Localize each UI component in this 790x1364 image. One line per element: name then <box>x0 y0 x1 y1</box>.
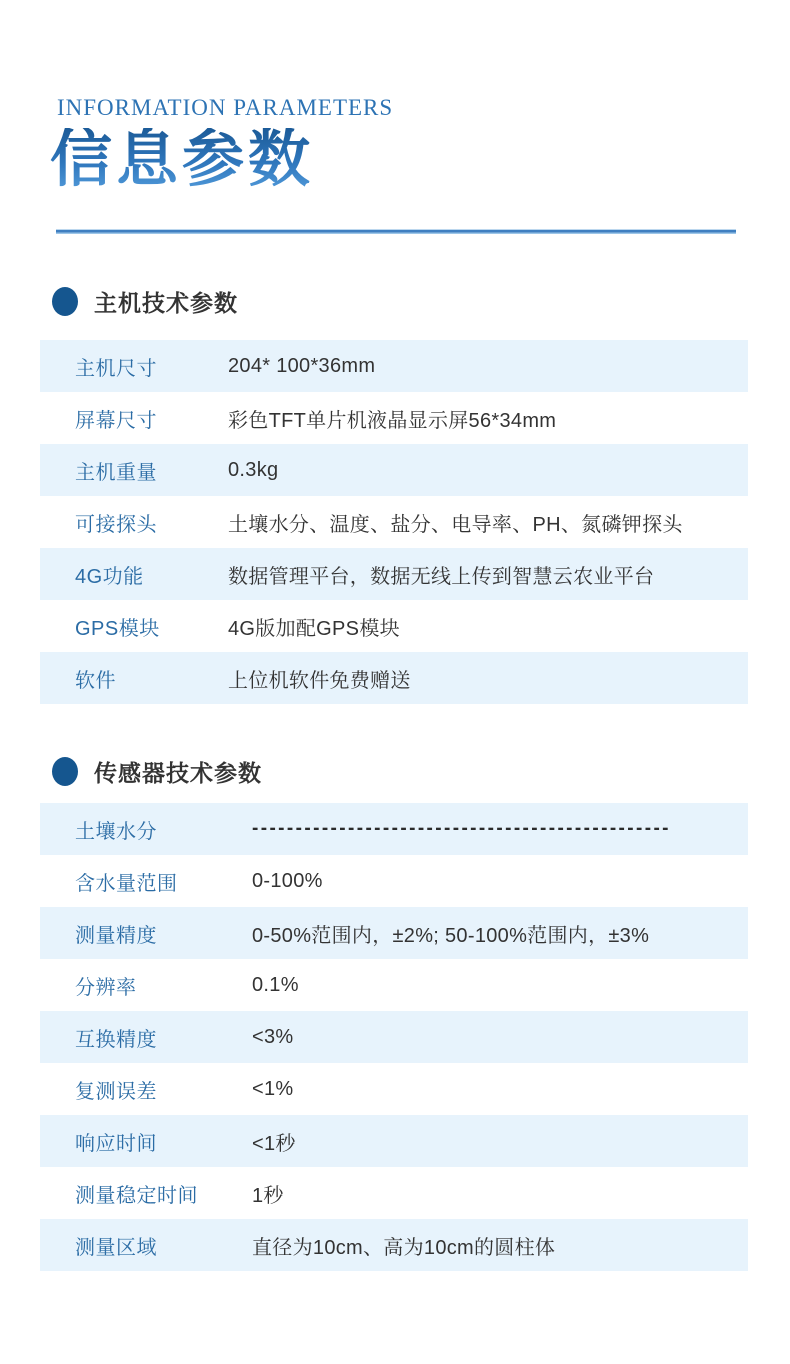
row-label: 互换精度 <box>75 1028 157 1051</box>
table-row <box>40 340 748 392</box>
row-value: 204* 100*36mm <box>228 354 376 377</box>
table-row <box>40 444 748 496</box>
row-label: 测量精度 <box>75 924 157 947</box>
section-header <box>52 286 790 316</box>
row-label: 分辨率 <box>75 976 137 999</box>
row-value: 0.1% <box>252 973 299 996</box>
row-label: 4G功能 <box>75 565 144 588</box>
table-row <box>40 1063 748 1115</box>
row-label: 屏幕尺寸 <box>75 409 157 432</box>
row-label: 测量稳定时间 <box>75 1184 198 1207</box>
row-value: 0.3kg <box>228 458 279 481</box>
row-label: 测量区域 <box>75 1236 157 1259</box>
row-label: 土壤水分 <box>75 820 157 843</box>
section-header <box>52 756 790 786</box>
section-title: 传感器技术参数 <box>94 759 262 786</box>
row-label: 主机尺寸 <box>75 357 157 380</box>
table-row <box>40 652 748 704</box>
table-row <box>40 392 748 444</box>
row-value: 数据管理平台，数据无线上传到智慧云农业平台 <box>228 565 655 588</box>
section-sensor-params <box>0 756 790 1271</box>
row-value: <3% <box>252 1025 294 1048</box>
host-params-table <box>40 340 748 704</box>
row-value: 1秒 <box>252 1184 284 1207</box>
row-label: 可接探头 <box>75 513 157 536</box>
table-row <box>40 959 748 1011</box>
row-value: 上位机软件免费赠送 <box>228 669 411 692</box>
row-value: 彩色TFT单片机液晶显示屏56*34mm <box>228 409 557 432</box>
row-value: 土壤水分、温度、盐分、电导率、PH、氮磷钾探头 <box>228 513 683 536</box>
row-value: 0-50%范围内，±2%; 50-100%范围内，±3% <box>252 924 650 947</box>
row-label: 软件 <box>75 669 116 692</box>
row-label: 主机重量 <box>75 461 157 484</box>
table-row <box>40 496 748 548</box>
sensor-params-table <box>40 803 748 1271</box>
section-bullet-icon <box>52 757 78 786</box>
row-value: <1% <box>252 1077 294 1100</box>
row-value: 0-100% <box>252 869 323 892</box>
table-row <box>40 1167 748 1219</box>
row-value: 直径为10cm、高为10cm的圆柱体 <box>252 1236 556 1259</box>
table-row <box>40 1011 748 1063</box>
row-label: 含水量范围 <box>75 872 178 895</box>
table-row <box>40 548 748 600</box>
section-host-params <box>0 286 790 704</box>
row-label: 复测误差 <box>75 1080 157 1103</box>
product-spec-page <box>0 95 790 1364</box>
section-bullet-icon <box>52 287 78 316</box>
row-value: 4G版加配GPS模块 <box>228 617 400 640</box>
title-divider <box>56 229 736 234</box>
page-title: 信息参数 <box>50 125 315 194</box>
row-value-dashes: ------------------------------------------------ <box>252 818 671 839</box>
row-label: 响应时间 <box>75 1132 157 1155</box>
row-value: <1秒 <box>252 1132 296 1155</box>
table-row <box>40 907 748 959</box>
section-title: 主机技术参数 <box>94 289 238 316</box>
table-row <box>40 803 748 855</box>
table-row <box>40 1115 748 1167</box>
eyebrow-title: INFORMATION PARAMETERS <box>57 95 394 120</box>
row-label: GPS模块 <box>75 617 160 640</box>
table-row <box>40 1219 748 1271</box>
table-row <box>40 600 748 652</box>
table-row <box>40 855 748 907</box>
